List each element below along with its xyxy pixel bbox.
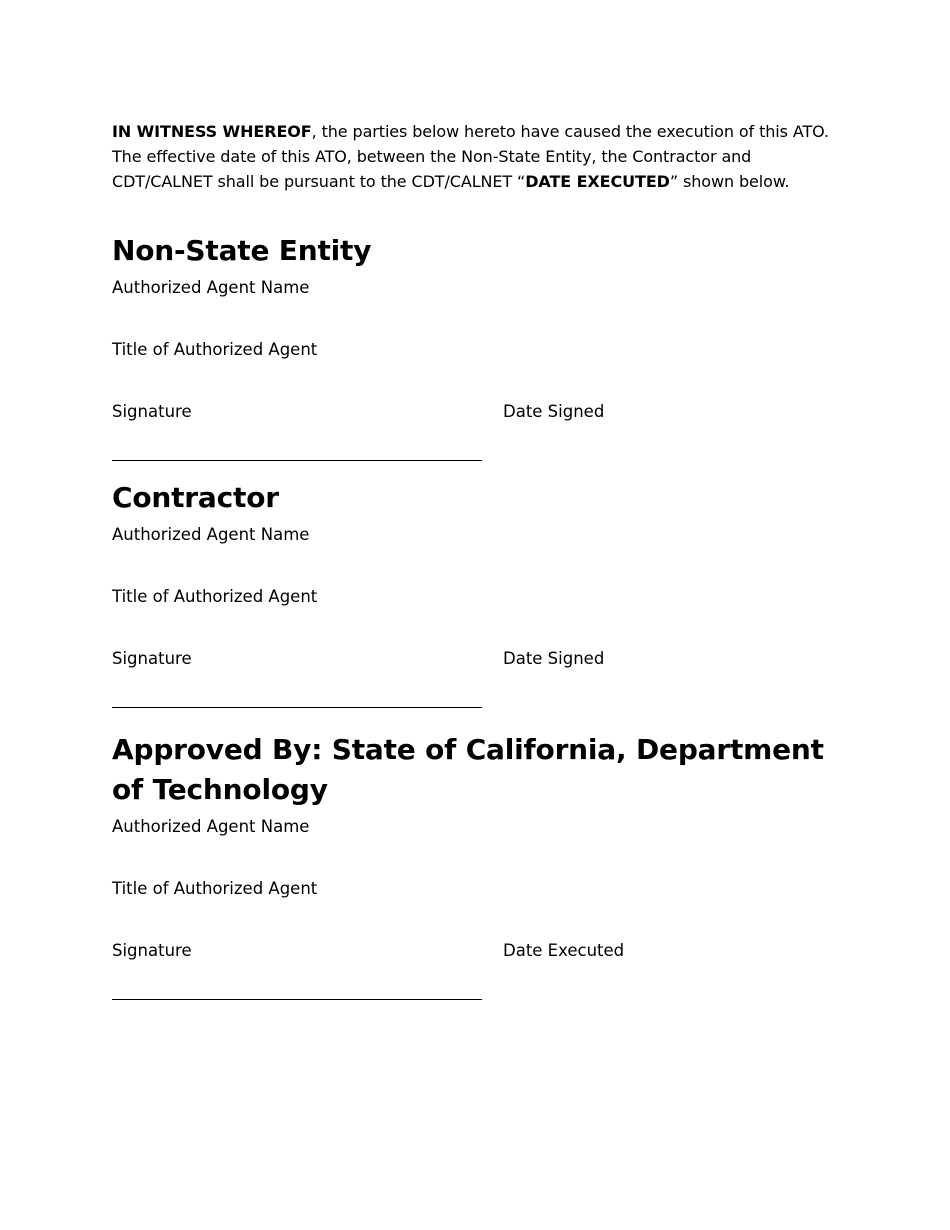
signature-row [112, 940, 832, 962]
witness-lead: IN WITNESS WHEREOF [112, 122, 312, 141]
agent-title-label: Title of Authorized Agent [112, 340, 318, 359]
date-signed-label: Date Signed [503, 402, 605, 421]
date-executed-emphasis: DATE EXECUTED [525, 172, 670, 191]
agent-title-label: Title of Authorized Agent [112, 879, 318, 898]
agent-name-label: Authorized Agent Name [112, 525, 310, 544]
signature-row [112, 648, 832, 670]
signature-row [112, 401, 832, 423]
signature-line [112, 707, 482, 708]
signature-line [112, 999, 482, 1000]
signature-label: Signature [112, 402, 192, 421]
agent-name-label: Authorized Agent Name [112, 817, 310, 836]
signature-label: Signature [112, 941, 192, 960]
agent-title-label: Title of Authorized Agent [112, 587, 318, 606]
agent-name-label: Authorized Agent Name [112, 278, 310, 297]
witness-paragraph [112, 119, 832, 194]
witness-text-2: ” shown below. [669, 172, 790, 191]
section-title-contractor: Contractor [112, 481, 279, 514]
section-title-approved-by: Approved By: State of California, Department of Technology [112, 733, 824, 806]
date-signed-label: Date Signed [503, 649, 605, 668]
signature-label: Signature [112, 649, 192, 668]
section-title-non-state-entity: Non-State Entity [112, 234, 372, 267]
date-executed-label: Date Executed [503, 941, 625, 960]
witness-text-1: , the parties below hereto have caused the execution of this ATO. The effective date of this ATO, between the Non-State Entity, the Contractor and CDT/CALNET shall be pursuant to the CDT/CALNET “ [112, 122, 829, 191]
document-body [112, 119, 832, 1000]
signature-line [112, 460, 482, 461]
